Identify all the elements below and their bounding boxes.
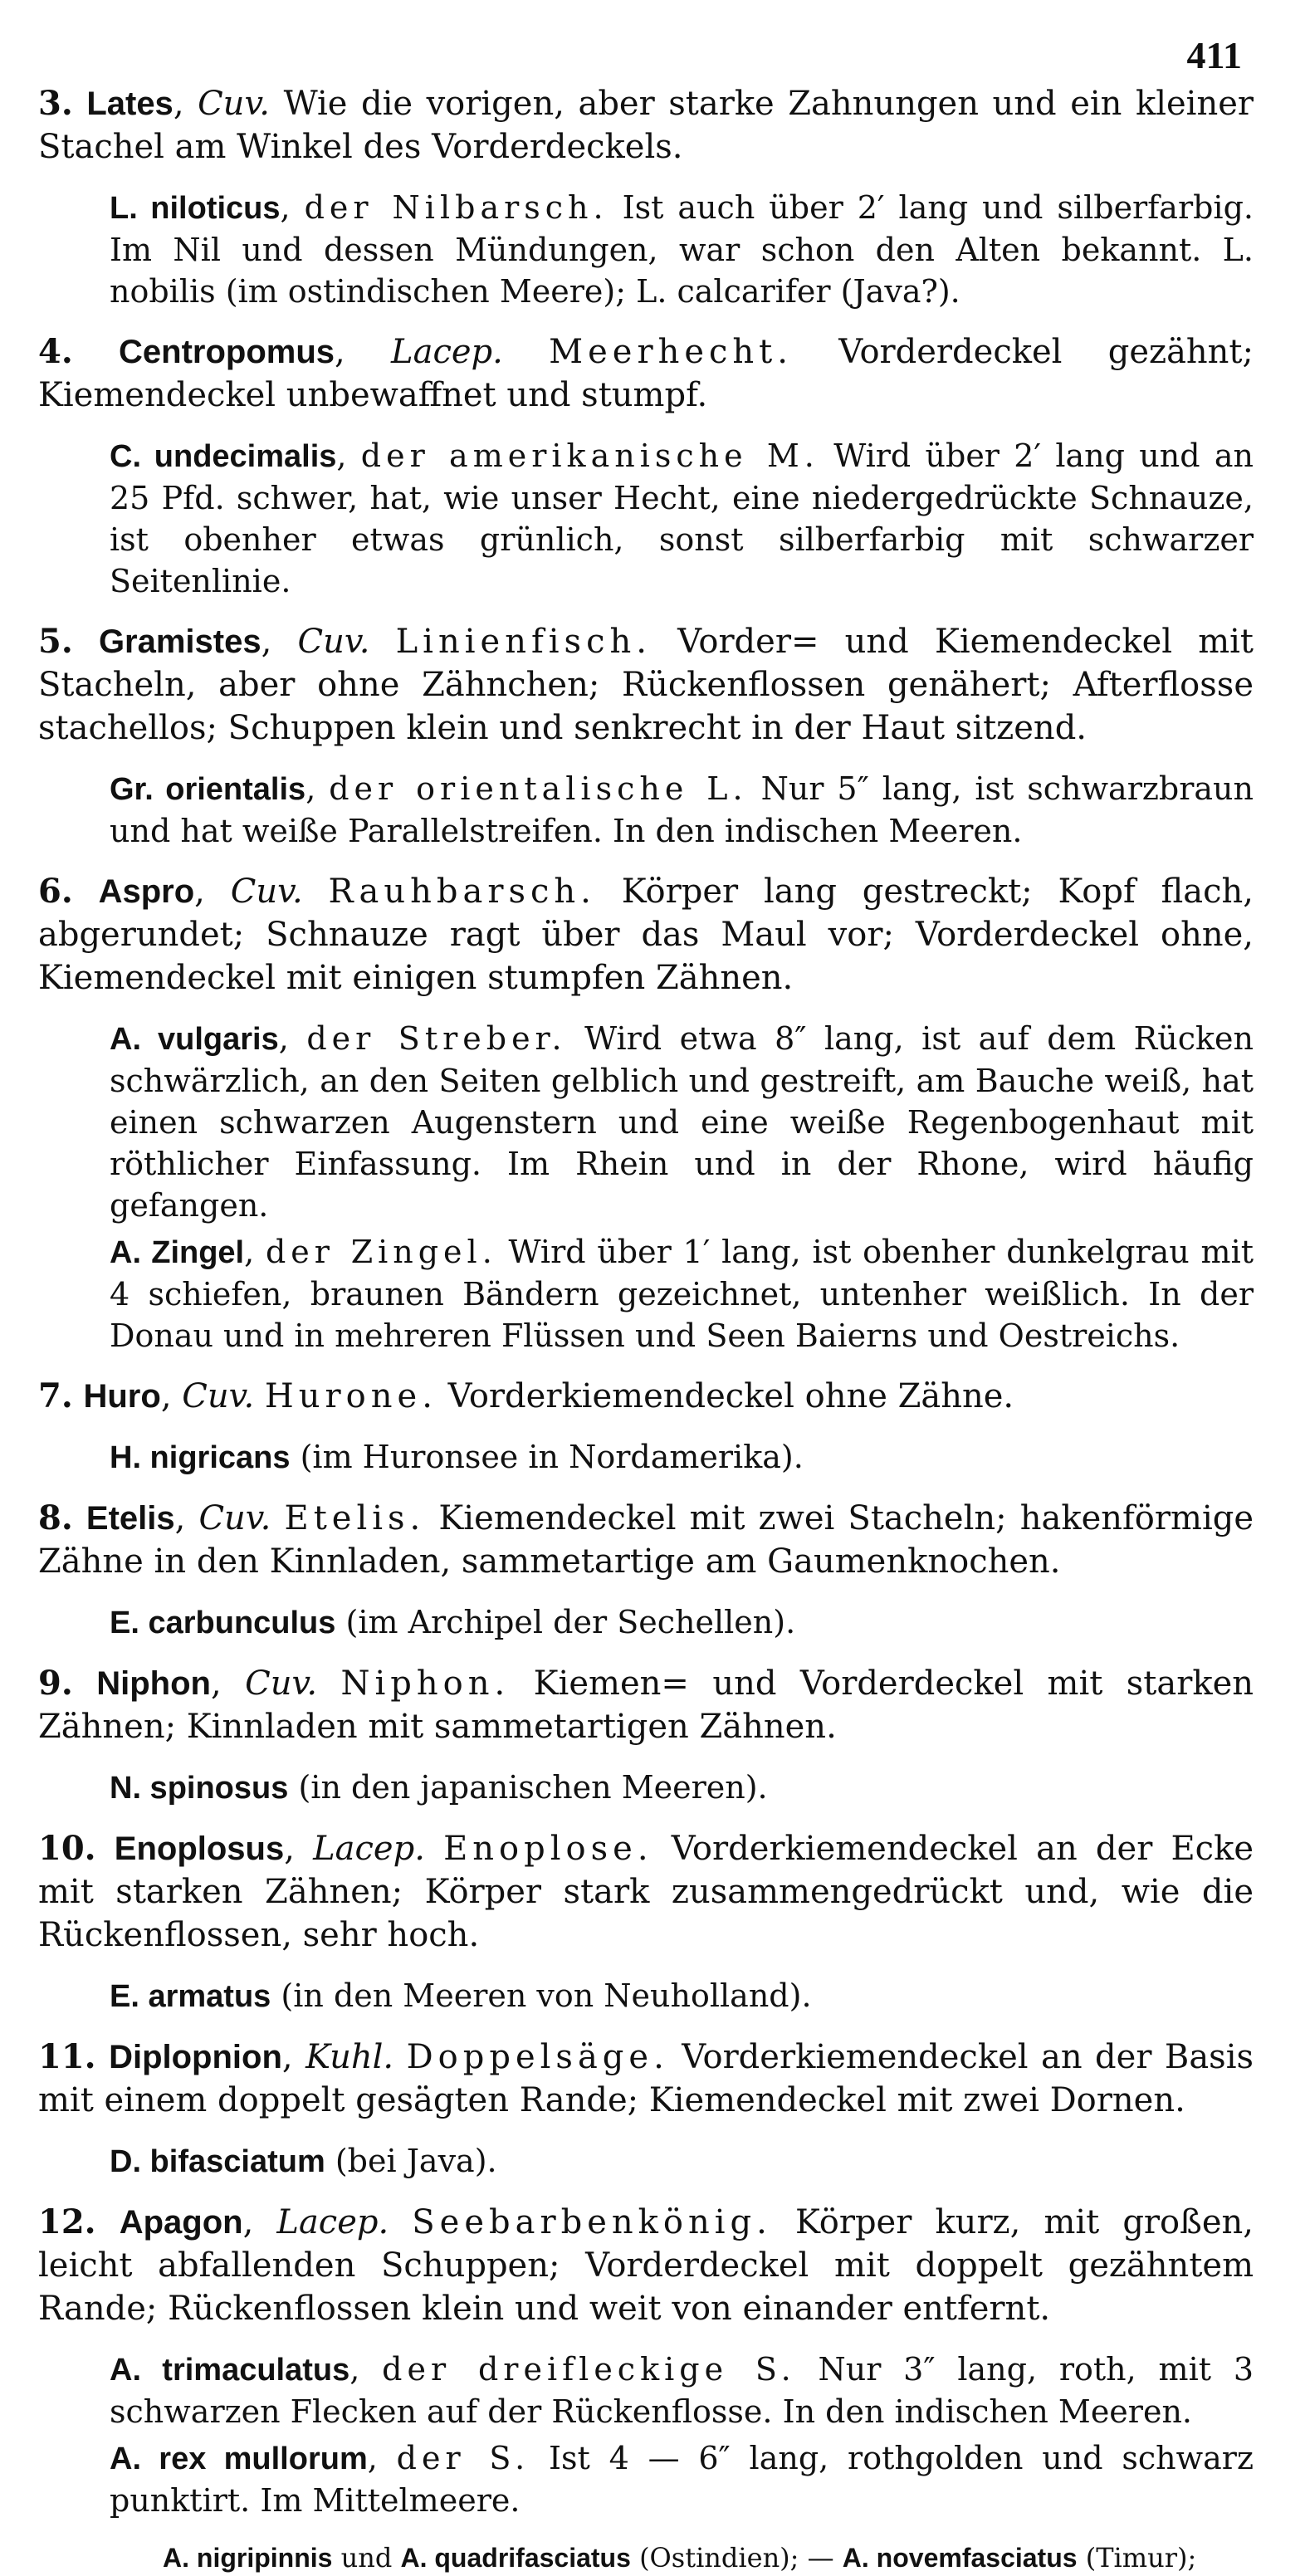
species-entry (38, 1436, 1254, 1479)
species-name: C. undecimalis (110, 439, 337, 474)
species-entry: C. undecimalis, der amerikanische M. Wird über 2′ lang und an 25 Pfd. schwer, hat, wie unser Hecht, eine niedergedrückte Schnauze, ist obenher etwas grünlich, sonst silberfarbig mit schwarzer Seitenlinie. (110, 437, 1254, 599)
genus-entry: 10. Enoplosus, Lacep. Enoplose. Vorderkiemendeckel an der Ecke mit starken Zähnen; Körper stark zusammengedrückt und, wie die Rückenflossen, sehr hoch. (38, 1829, 1254, 1954)
entry-number: 11. (38, 2037, 96, 2076)
species-entry: A. trimaculatus, der dreifleckige S. Nur 3″ lang, roth, mit 3 schwarzen Flecken auf der Rückenflosse. In den indischen Meeren. (110, 2351, 1254, 2430)
genus-entry: 12. Apagon, Lacep. Seebarbenkönig. Körper kurz, mit großen, leicht abfallenden Schuppen; Vorderdeckel mit doppelt gezähntem Rande; Rückenflossen klein und weit von einander entfernt. (38, 2202, 1254, 2328)
species-vernacular: der Zingel. (265, 1234, 497, 1270)
vernacular-name: Seebarbenkönig. (412, 2203, 772, 2241)
entry-number: 5. (38, 622, 73, 661)
vernacular-name: Enoplose. (443, 1830, 653, 1868)
entry-number: 4. (38, 332, 73, 371)
footer-species-1: A. nigripinnis (163, 2543, 333, 2573)
author-name: Lacep. (276, 2203, 389, 2241)
species-description: (im Archipel der Sechellen). (345, 1604, 796, 1640)
entry-number: 8. (38, 1498, 73, 1537)
species-name: Gr. orientalis (110, 772, 306, 807)
genus-description: Kiemendeckel mit zwei Stacheln; hakenförmige Zähne in den Kinnladen, sammetartige am Gaumenknochen. (38, 1499, 1254, 1581)
footer-species-2: A. quadrifasciatus (400, 2543, 631, 2573)
species-description: Wird über 2′ lang und an 25 Pfd. schwer, hat, wie unser Hecht, eine niedergedrückte Schnauze, ist obenher etwas grünlich, sonst silberfarbig mit schwarzer Seitenlinie. (110, 437, 1254, 599)
vernacular-name: Niphon. (340, 1664, 511, 1703)
entry-number: 3. (38, 84, 73, 123)
species-name: A. rex mullorum (110, 2442, 368, 2476)
species-vernacular: der amerikanische M. (360, 437, 819, 474)
species-entry: L. niloticus, der Nilbarsch. Ist auch über 2′ lang und silberfarbig. Im Nil und dessen Mündungen, war schon den Alten bekannt. L. nobilis (im ostindischen Meere); L. calcarifer (Java?). (110, 189, 1254, 310)
vernacular-name: Meerhecht. (549, 333, 793, 371)
species-description: Nur 5″ lang, ist schwarzbraun und hat weiße Parallelstreifen. In den indischen Meeren. (110, 770, 1254, 849)
species-description: (in den Meeren von Neuholland). (281, 1977, 812, 2014)
entry-number: 7. (38, 1376, 73, 1415)
species-vernacular: der S. (396, 2440, 530, 2476)
species-name: A. trimaculatus (110, 2353, 350, 2388)
species-name: E. armatus (110, 1979, 271, 2014)
species-name: L. niloticus (110, 191, 281, 226)
species-entry (38, 1767, 1254, 1809)
species-description: Wird über 1′ lang, ist obenher dunkelgrau mit 4 schiefen, braunen Bändern gezeichnet, untenher weißlich. In der Donau und in mehreren Flüssen und Seen Baierns und Oestreichs. (110, 1234, 1254, 1354)
vernacular-name: Linienfisch. (395, 623, 652, 661)
genus-name: Gramistes (98, 623, 261, 660)
species-description: Ist 4 — 6″ lang, rothgolden und schwarz punktirt. Im Mittelmeere. (110, 2440, 1254, 2519)
author-name: Cuv. (230, 873, 303, 911)
footer-species-3: A. novemfasciatus (842, 2543, 1078, 2573)
species-description: (bei Java). (335, 2143, 497, 2179)
species-description: Wird etwa 8″ lang, ist auf dem Rücken schwärzlich, an den Seiten gelblich und gestreift, am Bauche weiß, hat einen schwarzen Augenstern und eine weiße Regenbogenhaut mit röthlicher Einfassung. Im Rhein und in der Rhone, wird häufig gefangen. (110, 1020, 1254, 1224)
footer-conjunction: und (340, 2542, 393, 2574)
species-name: D. bifasciatum (110, 2144, 325, 2179)
vernacular-name: Rauhbarsch. (328, 873, 596, 911)
vernacular-name: Etelis. (284, 1499, 426, 1537)
author-name: Lacep. (313, 1830, 425, 1868)
species-vernacular: der dreifleckige S. (382, 2351, 796, 2388)
author-name: Lacep. (391, 333, 503, 371)
author-name: Cuv. (198, 85, 271, 123)
genus-entry: 9. Niphon, Cuv. Niphon. Kiemen= und Vorderdeckel mit starken Zähnen; Kinnladen mit sammetartigen Zähnen. (38, 1664, 1254, 1746)
genus-entry: 4. Centropomus, Lacep. Meerhecht. Vorderdeckel gezähnt; Kiemendeckel unbewaffnet und stumpf. (38, 332, 1254, 414)
species-description: Ist auch über 2′ lang und silberfarbig. Im Nil und dessen Mündungen, war schon den Alten bekannt. L. nobilis (im ostindischen Meere); L. calcarifer (Java?). (110, 189, 1254, 310)
species-vernacular: der Streber. (306, 1020, 567, 1057)
genus-description: Vorderkiemendeckel an der Basis mit einem doppelt gesägten Rande; Kiemendeckel mit zwei Dornen. (38, 2038, 1254, 2119)
author-name: Cuv. (297, 623, 370, 661)
author-name: Cuv. (198, 1499, 271, 1537)
genus-name: Huro (83, 1378, 161, 1415)
vernacular-name: Hurone. (264, 1377, 437, 1415)
species-name: H. nigricans (110, 1440, 291, 1475)
species-entry (38, 1975, 1254, 2017)
entry-number: 9. (38, 1664, 73, 1703)
species-name: N. spinosus (110, 1771, 289, 1806)
species-entry (38, 1601, 1254, 1644)
species-entry: A. vulgaris, der Streber. Wird etwa 8″ lang, ist auf dem Rücken schwärzlich, an den Seiten gelblich und gestreift, am Bauche weiß, hat einen schwarzen Augenstern und eine weiße Regenbogenhaut mit röthlicher Einfassung. Im Rhein und in der Rhone, wird häufig gefangen. (110, 1020, 1254, 1224)
footer-locality-1: (Ostindien); — (639, 2542, 834, 2574)
species-description: (im Huronsee in Nordamerika). (300, 1439, 804, 1475)
genus-name: Apagon (119, 2204, 243, 2241)
species-name: A. vulgaris (110, 1022, 279, 1057)
author-name: Kuhl. (305, 2038, 394, 2076)
species-entry (38, 2140, 1254, 2183)
genus-name: Enoplosus (114, 1831, 285, 1867)
genus-entry: 3. Lates, Cuv. Wie die vorigen, aber starke Zahnungen und ein kleiner Stachel am Winkel des Vorderdeckels. (38, 84, 1254, 166)
genus-description: Vorderdeckel gezähnt; Kiemendeckel unbewaffnet und stumpf. (38, 333, 1254, 414)
species-entry: A. Zingel, der Zingel. Wird über 1′ lang, ist obenher dunkelgrau mit 4 schiefen, braunen Bändern gezeichnet, untenher weißlich. In der Donau und in mehreren Flüssen und Seen Baierns und Oestreichs. (110, 1234, 1254, 1354)
genus-name: Niphon (96, 1665, 211, 1702)
genus-description: Kiemen= und Vorderdeckel mit starken Zähnen; Kinnladen mit sammetartigen Zähnen. (38, 1664, 1254, 1746)
species-vernacular: der Nilbarsch. (304, 189, 609, 226)
footer-locality-2: (Timur); (1085, 2542, 1197, 2574)
species-entry: Gr. orientalis, der orientalische L. Nur 5″ lang, ist schwarzbraun und hat weiße Parallelstreifen. In den indischen Meeren. (110, 770, 1254, 849)
genus-name: Centropomus (119, 334, 335, 370)
genus-description: Wie die vorigen, aber starke Zahnungen und ein kleiner Stachel am Winkel des Vorderdeckels. (38, 85, 1254, 166)
species-description: (in den japanischen Meeren). (298, 1769, 768, 1806)
genus-description: Vorderkiemendeckel ohne Zähne. (447, 1377, 1014, 1415)
species-name: A. Zingel (110, 1235, 245, 1270)
author-name: Cuv. (245, 1664, 318, 1703)
species-vernacular: der orientalische L. (329, 770, 748, 807)
entries-list (38, 82, 1254, 2521)
author-name: Cuv. (182, 1377, 255, 1415)
entry-number: 10. (38, 1829, 96, 1868)
genus-description: Vorder= und Kiemendeckel mit Stacheln, aber ohne Zähnchen; Rückenflossen genähert; Afterflosse stachellos; Schuppen klein und senkrecht in der Haut sitzend. (38, 623, 1254, 747)
genus-description: Körper lang gestreckt; Kopf flach, abgerundet; Schnauze ragt über das Maul vor; Vorderdeckel ohne, Kiemendeckel mit einigen stumpfen Zähnen. (38, 873, 1254, 997)
genus-description: Körper kurz, mit großen, leicht abfallenden Schuppen; Vorderdeckel mit doppelt gezähntem Rande; Rückenflossen klein und weit von einander entfernt. (38, 2203, 1254, 2328)
genus-entry: 7. Huro, Cuv. Hurone. Vorderkiemendeckel ohne Zähne. (38, 1376, 1014, 1415)
species-name: E. carbunculus (110, 1606, 336, 1640)
genus-name: Aspro (98, 873, 195, 910)
genus-entry: 8. Etelis, Cuv. Etelis. Kiemendeckel mit zwei Stacheln; hakenförmige Zähne in den Kinnladen, sammetartige am Gaumenknochen. (38, 1498, 1254, 1581)
entry-number: 6. (38, 872, 73, 911)
genus-name: Diplopnion (109, 2039, 282, 2075)
genus-name: Lates (86, 86, 174, 122)
entry-number: 12. (38, 2202, 96, 2241)
genus-entry: 11. Diplopnion, Kuhl. Doppelsäge. Vorderkiemendeckel an der Basis mit einem doppelt gesägten Rande; Kiemendeckel mit zwei Dornen. (38, 2037, 1254, 2119)
species-entry: A. rex mullorum, der S. Ist 4 — 6″ lang, rothgolden und schwarz punktirt. Im Mittelmeere. (110, 2440, 1254, 2519)
genus-name: Etelis (86, 1500, 175, 1537)
genus-description: Vorderkiemendeckel an der Ecke mit starken Zähnen; Körper stark zusammengedrückt und, wie die Rückenflossen, sehr hoch. (38, 1830, 1254, 1954)
genus-entry: 5. Gramistes, Cuv. Linienfisch. Vorder= und Kiemendeckel mit Stacheln, aber ohne Zähnchen; Rückenflossen genähert; Afterflosse stachellos; Schuppen klein und senkrecht in der Haut sitzend. (38, 622, 1254, 747)
page-number: 411 (1186, 34, 1242, 76)
genus-entry: 6. Aspro, Cuv. Rauhbarsch. Körper lang gestreckt; Kopf flach, abgerundet; Schnauze ragt über das Maul vor; Vorderdeckel ohne, Kiemendeckel mit einigen stumpfen Zähnen. (38, 872, 1254, 997)
vernacular-name: Doppelsäge. (406, 2038, 669, 2076)
species-description: Nur 3″ lang, roth, mit 3 schwarzen Flecken auf der Rückenflosse. In den indischen Meeren. (110, 2351, 1254, 2430)
footer-line (38, 2539, 1254, 2576)
